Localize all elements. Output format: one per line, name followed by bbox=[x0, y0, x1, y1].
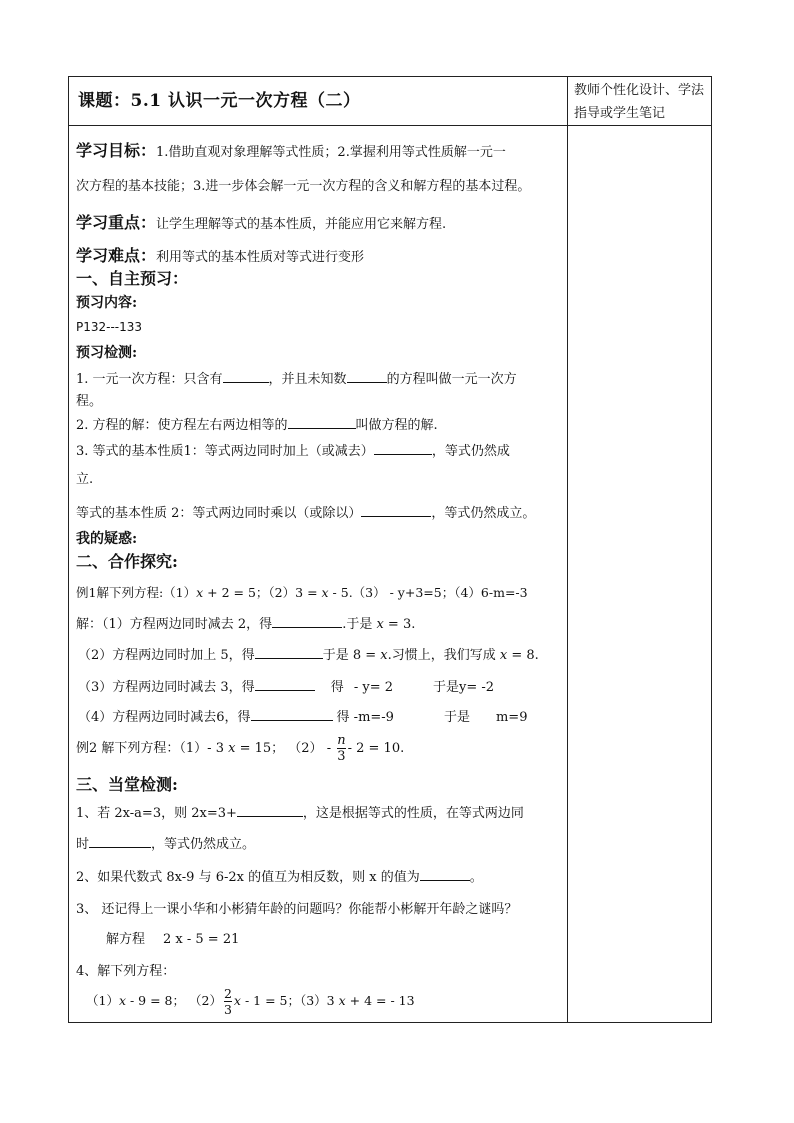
answer-blank[interactable] bbox=[288, 416, 356, 429]
solution4: （4）方程两边同时减去6，得 得 -m=-9 于是 m=9 bbox=[78, 710, 528, 725]
solution1: 解：（1）方程两边同时减去 2，得 .于是 x = 3. bbox=[76, 617, 416, 632]
check-q1: 1. 一元一次方程：只含有 ，并且未知数 的方程叫做一元一次方 bbox=[76, 372, 517, 387]
check-q4: 等式的基本性质 2：等式两边同时乘以（或除以） ，等式仍然成立。 bbox=[76, 506, 536, 521]
answer-blank[interactable] bbox=[223, 370, 269, 383]
header-divider bbox=[68, 125, 568, 126]
answer-blank[interactable] bbox=[255, 646, 323, 659]
objectives-line1: 学习目标：1.借助直观对象理解等式性质；2.掌握利用等式性质解一元一 bbox=[76, 141, 506, 160]
answer-blank[interactable] bbox=[89, 835, 151, 848]
check-q3-cont: 立. bbox=[76, 472, 94, 487]
test-q4-equations: （1）x - 9 = 8； （2） $\frac{2}{3}$ x - 1 = 5；（3）3 x + 4 = - 13 bbox=[86, 986, 415, 1017]
objectives-label: 学习目标： bbox=[76, 141, 157, 160]
check-q1-cont: 程。 bbox=[76, 394, 103, 409]
test-q4: 4、解下列方程： bbox=[76, 964, 176, 979]
answer-blank[interactable] bbox=[237, 804, 303, 817]
answer-blank[interactable] bbox=[420, 868, 470, 881]
answer-blank[interactable] bbox=[374, 442, 432, 455]
answer-blank[interactable] bbox=[347, 370, 387, 383]
check-q2: 2. 方程的解：使方程左右两边相等的 叫做方程的解. bbox=[76, 418, 438, 433]
side-header-divider bbox=[567, 125, 712, 126]
test-q2: 2、如果代数式 8x-9 与 6-2x 的值互为相反数，则 x 的值为 。 bbox=[76, 870, 483, 885]
lesson-title: 课题：5.1 认识一元一次方程（二） bbox=[78, 91, 361, 111]
fraction-n-over-3: $\frac{n}{3}$ bbox=[337, 733, 346, 764]
difficulty-label: 学习难点： bbox=[76, 246, 157, 265]
answer-blank[interactable] bbox=[255, 678, 315, 691]
doubts-label: 我的疑惑: bbox=[76, 531, 138, 547]
answer-blank[interactable] bbox=[361, 504, 431, 517]
test-q1-cont: 时 ，等式仍然成立。 bbox=[76, 837, 256, 852]
test-q3-equation: 解方程 2 x - 5 = 21 bbox=[106, 932, 240, 947]
teacher-notes-header: 教师个性化设计、学法指导或学生笔记 bbox=[574, 83, 705, 121]
column-divider bbox=[567, 76, 568, 1023]
test-q3: 3、 还记得上一课小华和小彬猜年龄的问题吗？你能帮小彬解开年龄之谜吗？ bbox=[76, 902, 518, 917]
example2: 例2 解下列方程：（1）- 3 x = 15； （2） - $\frac{n}{3}$ - 2 = 10. bbox=[76, 733, 405, 764]
preview-pages: P132---133 bbox=[76, 320, 143, 334]
section1-heading: 一、自主预习： bbox=[76, 269, 189, 288]
fraction-2-over-3: $\frac{2}{3}$ bbox=[223, 986, 232, 1017]
solution2: （2）方程两边同时加上 5，得 于是 8 = x.习惯上，我们写成 x = 8. bbox=[78, 648, 539, 663]
keypoint-label: 学习重点： bbox=[76, 213, 157, 232]
objectives-line2: 次方程的基本技能；3.进一步体会解一元一次方程的含义和解方程的基本过程。 bbox=[76, 179, 531, 194]
test-q1: 1、若 2x-a=3，则 2x=3+ ，这是根据等式的性质，在等式两边同 bbox=[76, 806, 524, 821]
keypoint-line: 学习重点：让学生理解等式的基本性质，并能应用它来解方程. bbox=[76, 213, 447, 232]
section3-heading: 三、当堂检测: bbox=[76, 775, 178, 794]
preview-check-label: 预习检测: bbox=[76, 345, 138, 361]
example1: 例1解下列方程:（1）x + 2 = 5；（2）3 = x - 5.（3） - y+3=5；（4）6-m=-3 bbox=[76, 585, 528, 600]
answer-blank[interactable] bbox=[272, 615, 342, 628]
difficulty-line: 学习难点：利用等式的基本性质对等式进行变形 bbox=[76, 246, 365, 265]
solution3: （3）方程两边同时减去 3，得 得 - y= 2 于是y= -2 bbox=[78, 680, 495, 695]
check-q3: 3. 等式的基本性质1：等式两边同时加上（或减去） ，等式仍然成 bbox=[76, 444, 510, 459]
answer-blank[interactable] bbox=[251, 708, 333, 721]
section2-heading: 二、合作探究: bbox=[76, 552, 178, 571]
preview-content-label: 预习内容: bbox=[76, 295, 138, 311]
